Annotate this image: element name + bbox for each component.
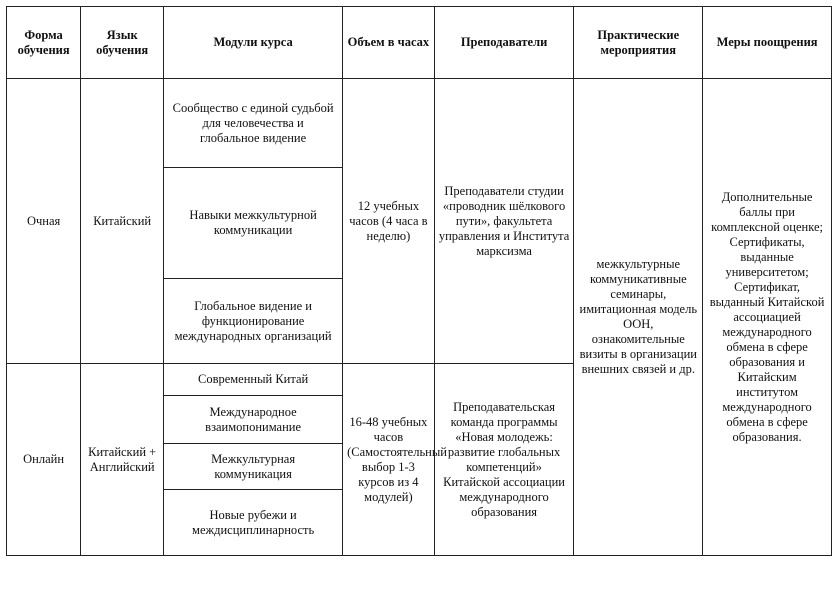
course-table-wrapper — [6, 6, 832, 556]
offline-volume-cell: 12 учебных часов (4 часа в неделю) — [343, 79, 435, 364]
header-incentives: Меры поощрения — [703, 7, 832, 79]
practice-cell: межкультурные коммуникативные семинары, имитационная модель ООН, ознакомительные визиты в организации внешних связей и др. — [574, 79, 703, 556]
offline-form-cell: Очная — [7, 79, 81, 364]
module-cell: Сообщество с единой судьбой для человечества и глобальное видение — [164, 79, 343, 168]
header-form: Форма обучения — [7, 7, 81, 79]
online-form-cell: Онлайн — [7, 364, 81, 556]
table-row — [7, 79, 832, 168]
header-modules: Модули курса — [164, 7, 343, 79]
online-volume-cell: 16-48 учебных часов (Самостоятельный выбор 1-3 курсов из 4 модулей) — [343, 364, 435, 556]
offline-language-cell: Китайский — [81, 79, 164, 364]
header-practice: Практические мероприятия — [574, 7, 703, 79]
module-cell: Международное взаимопонимание — [164, 396, 343, 444]
module-cell: Межкультурная коммуникация — [164, 444, 343, 490]
module-cell: Новые рубежи и междисциплинарность — [164, 490, 343, 556]
header-volume: Объем в часах — [343, 7, 435, 79]
header-teachers: Преподаватели — [434, 7, 574, 79]
incentives-cell: Дополнительные баллы при комплексной оценке; Сертификаты, выданные университетом; Сертификат, выданный Китайской ассоциацией международного обмена в сфере образования и Китайским институтом международного обмена в сфере образования. — [703, 79, 832, 556]
module-cell: Глобальное видение и функционирование международных организаций — [164, 279, 343, 364]
online-language-cell: Китайский + Английский — [81, 364, 164, 556]
header-row — [7, 7, 832, 79]
offline-teachers-cell: Преподаватели студии «проводник шёлкового пути», факультета управления и Института марксизма — [434, 79, 574, 364]
module-cell: Современный Китай — [164, 364, 343, 396]
online-teachers-cell: Преподавательская команда программы «Новая молодежь: развитие глобальных компетенций» Китайской ассоциации международного образования — [434, 364, 574, 556]
module-cell: Навыки межкультурной коммуникации — [164, 168, 343, 279]
course-table — [6, 6, 832, 556]
header-language: Язык обучения — [81, 7, 164, 79]
